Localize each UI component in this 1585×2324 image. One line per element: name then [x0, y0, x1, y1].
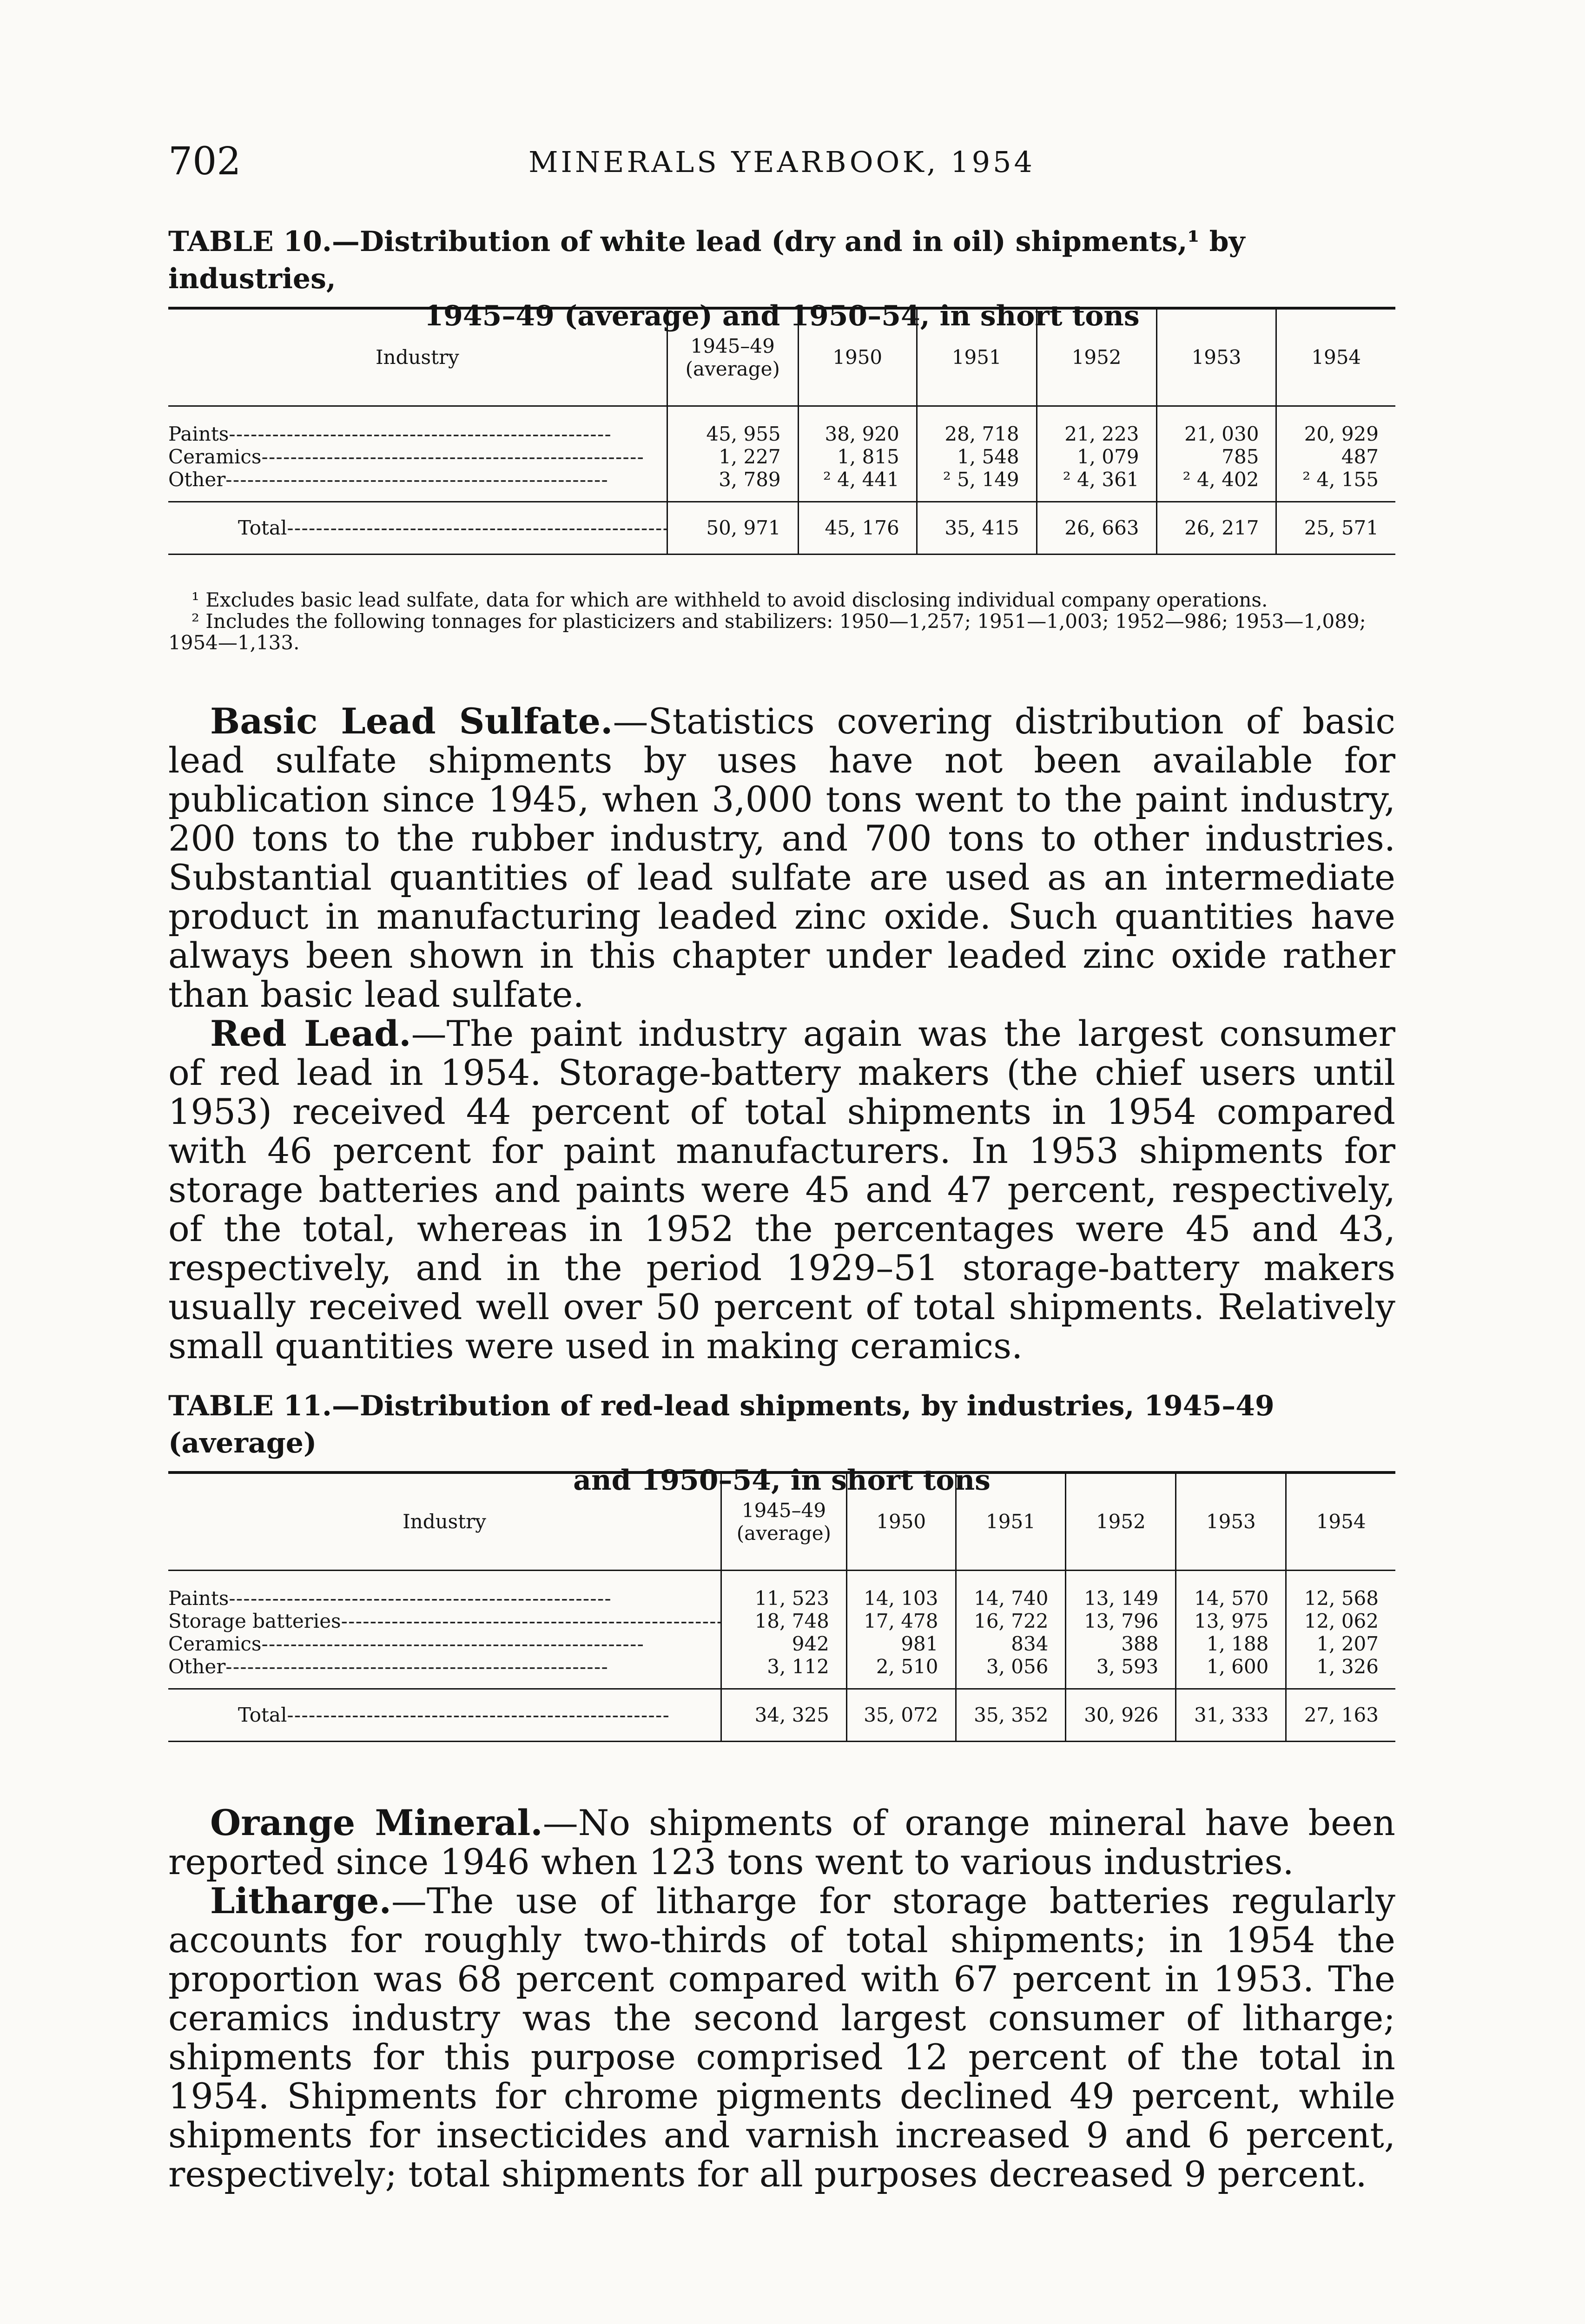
paragraph-text: —The paint industry again was the largest consumer of red lead in 1954. Storage-battery makers (the chief users until 1953) received 44 percent of total shipments in 1954 compared with 46 percent for paint manufacturers. In 1953 shipments for storage batteries and paints were 45 and 47 percent, respectively, of the total, whereas in 1952 the percentages were 45 and 43, respectively, and in the period 1929–51 storage-battery makers usually received well over 50 percent of total shipments. Relatively small quantities were used in making ceramics.: [168, 1013, 1396, 1367]
table-cell: 35, 072: [846, 1689, 956, 1741]
table10-col-header: 1954: [1276, 308, 1395, 406]
table-cell: 785: [1156, 445, 1276, 468]
table11-caption-line1: TABLE 11.—Distribution of red-lead shipments, by industries, 1945–49 (average): [168, 1390, 1275, 1459]
table-cell: 13, 975: [1176, 1610, 1286, 1632]
table-cell: 13, 796: [1066, 1610, 1176, 1632]
table-cell: 13, 149: [1066, 1570, 1176, 1610]
table-row: [168, 1655, 1395, 1689]
table-row: [168, 1610, 1395, 1632]
table-cell: 2, 510: [846, 1655, 956, 1689]
row-label: Paints - - -: [168, 423, 667, 445]
paragraph-text: —Statistics covering distribution of basic lead sulfate shipments by uses have not been available for publication since 1945, when 3,000 tons went to the paint industry, 200 tons to the rubber industry, and 700 tons to other industries. Substantial quantities of lead sulfate are used as an intermediate product in manufacturing leaded zinc oxide. Such quantities have always been shown in this chapter under leaded zinc oxide rather than basic lead sulfate.: [168, 700, 1395, 1015]
table-cell: 38, 920: [798, 406, 917, 445]
table10-col-header: 1953: [1156, 308, 1276, 406]
table-cell: ² 4, 402: [1156, 468, 1276, 502]
table-cell: ² 4, 155: [1276, 468, 1395, 502]
table-cell: 1, 326: [1286, 1655, 1395, 1689]
table11-col-header: Industry: [168, 1472, 721, 1570]
row-label: Ceramics - - -: [168, 445, 667, 468]
table-cell: 14, 103: [846, 1570, 956, 1610]
table11-col-header: 1954: [1286, 1472, 1395, 1570]
table11: [168, 1471, 1395, 1742]
table-cell: 1, 548: [917, 445, 1037, 468]
table-cell: 28, 718: [917, 406, 1037, 445]
paragraph-text: —No shipments of orange mineral have been reported since 1946 when 123 tons went to various industries.: [168, 1802, 1396, 1882]
paragraph-red-lead: [168, 1014, 1395, 1366]
table11-col-header: 1951: [956, 1472, 1066, 1570]
paragraph-text: —The use of litharge for storage batteries regularly accounts for roughly two-thirds of total shipments; in 1954 the proportion was 68 percent compared with 67 percent in 1953. The ceramics industry was the second largest consumer of litharge; shipments for this purpose comprised 12 percent of the total in 1954. Shipments for chrome pigments declined 49 percent, while shipments for insecticides and varnish increased 9 and 6 percent, respectively; total shipments for all purposes decreased 9 percent.: [168, 1880, 1395, 2195]
table-cell: 1, 815: [798, 445, 917, 468]
page-header: [168, 139, 1395, 191]
table11-col-header: 1952: [1066, 1472, 1176, 1570]
table10-footnotes: [168, 589, 1395, 654]
table10-col-header: 1950: [798, 308, 917, 406]
footnote-2: ² Includes the following tonnages for plasticizers and stabilizers: 1950—1,257; 1951—1,003; 1952—986; 1953—1,089; 1954—1,133.: [168, 610, 1366, 654]
table-cell: ² 5, 149: [917, 468, 1037, 502]
table-cell: 50, 971: [667, 502, 798, 554]
row-label: Ceramics - - -: [168, 1632, 720, 1655]
row-label: Total - - -: [238, 516, 667, 539]
table10-caption-line2: 1945–49 (average) and 1950–54, in short tons: [424, 300, 1140, 332]
table-cell: 35, 352: [956, 1689, 1066, 1741]
table-total-row: [168, 502, 1395, 554]
table-cell: 12, 568: [1286, 1570, 1395, 1610]
running-title: MINERALS YEARBOOK, 1954: [528, 145, 1035, 179]
table-row: [168, 468, 1395, 502]
row-label: Other - - -: [168, 468, 667, 491]
table-cell: 25, 571: [1276, 502, 1395, 554]
row-label: Storage batteries - - -: [168, 1610, 720, 1632]
table-cell: 27, 163: [1286, 1689, 1395, 1741]
section-heading: Litharge.: [210, 1880, 391, 1921]
body-text-lower: [168, 1803, 1395, 2194]
table-cell: 26, 663: [1037, 502, 1156, 554]
table11-caption-line2: and 1950–54, in short tons: [573, 1464, 991, 1497]
table11-header-row: [168, 1472, 1395, 1570]
table-cell: 942: [721, 1632, 846, 1655]
table-cell: 1, 079: [1037, 445, 1156, 468]
table-cell: 26, 217: [1156, 502, 1276, 554]
table10-col-header: 1952: [1037, 308, 1156, 406]
table-cell: 11, 523: [721, 1570, 846, 1610]
table-cell: 834: [956, 1632, 1066, 1655]
table11-col-header: 1950: [846, 1472, 956, 1570]
table11-col-header: 1953: [1176, 1472, 1286, 1570]
footnote-1: ¹ Excludes basic lead sulfate, data for which are withheld to avoid disclosing individual company operations.: [192, 588, 1268, 611]
table-cell: 31, 333: [1176, 1689, 1286, 1741]
paragraph-basic-lead-sulfate: [168, 702, 1395, 1014]
table-cell: 16, 722: [956, 1610, 1066, 1632]
table-cell: 21, 030: [1156, 406, 1276, 445]
table11-col-header: 1945–49 (average): [721, 1472, 846, 1570]
table-cell: 17, 478: [846, 1610, 956, 1632]
table10: [168, 307, 1395, 555]
table-row: [168, 406, 1395, 445]
row-label: Other - - -: [168, 1655, 720, 1678]
table-total-row: [168, 1689, 1395, 1741]
table10-col-header: 1951: [917, 308, 1037, 406]
section-heading: Basic Lead Sulfate.: [210, 700, 613, 742]
table-row: [168, 1632, 1395, 1655]
table-cell: 3, 593: [1066, 1655, 1176, 1689]
table-cell: 14, 740: [956, 1570, 1066, 1610]
table-cell: 3, 112: [721, 1655, 846, 1689]
table-cell: 14, 570: [1176, 1570, 1286, 1610]
table10-caption-line1: TABLE 10.—Distribution of white lead (dry and in oil) shipments,¹ by industries,: [168, 225, 1245, 295]
table-row: [168, 1570, 1395, 1610]
table10-col-header: Industry: [168, 308, 667, 406]
page-number: 702: [168, 139, 241, 184]
table-cell: 45, 955: [667, 406, 798, 445]
table-cell: 1, 600: [1176, 1655, 1286, 1689]
table-cell: 1, 227: [667, 445, 798, 468]
table-cell: 487: [1276, 445, 1395, 468]
table-cell: 21, 223: [1037, 406, 1156, 445]
table-cell: ² 4, 361: [1037, 468, 1156, 502]
table-cell: 3, 789: [667, 468, 798, 502]
table-cell: 35, 415: [917, 502, 1037, 554]
section-heading: Red Lead.: [210, 1013, 411, 1054]
body-text-upper: [168, 702, 1395, 1366]
row-label: Total - - -: [238, 1703, 720, 1726]
table-cell: 12, 062: [1286, 1610, 1395, 1632]
table-cell: 388: [1066, 1632, 1176, 1655]
table-cell: 981: [846, 1632, 956, 1655]
table10-col-header: 1945–49 (average): [667, 308, 798, 406]
paragraph-orange-mineral: [168, 1803, 1395, 1882]
table-cell: 45, 176: [798, 502, 917, 554]
table-cell: 20, 929: [1276, 406, 1395, 445]
section-heading: Orange Mineral.: [210, 1802, 543, 1843]
table10-header-row: [168, 308, 1395, 406]
table-cell: 34, 325: [721, 1689, 846, 1741]
row-label: Paints - - -: [168, 1587, 720, 1610]
table-cell: 1, 207: [1286, 1632, 1395, 1655]
table-row: [168, 445, 1395, 468]
table-cell: 3, 056: [956, 1655, 1066, 1689]
table-cell: 1, 188: [1176, 1632, 1286, 1655]
table-cell: ² 4, 441: [798, 468, 917, 502]
paragraph-litharge: [168, 1882, 1395, 2194]
table-cell: 18, 748: [721, 1610, 846, 1632]
table-cell: 30, 926: [1066, 1689, 1176, 1741]
